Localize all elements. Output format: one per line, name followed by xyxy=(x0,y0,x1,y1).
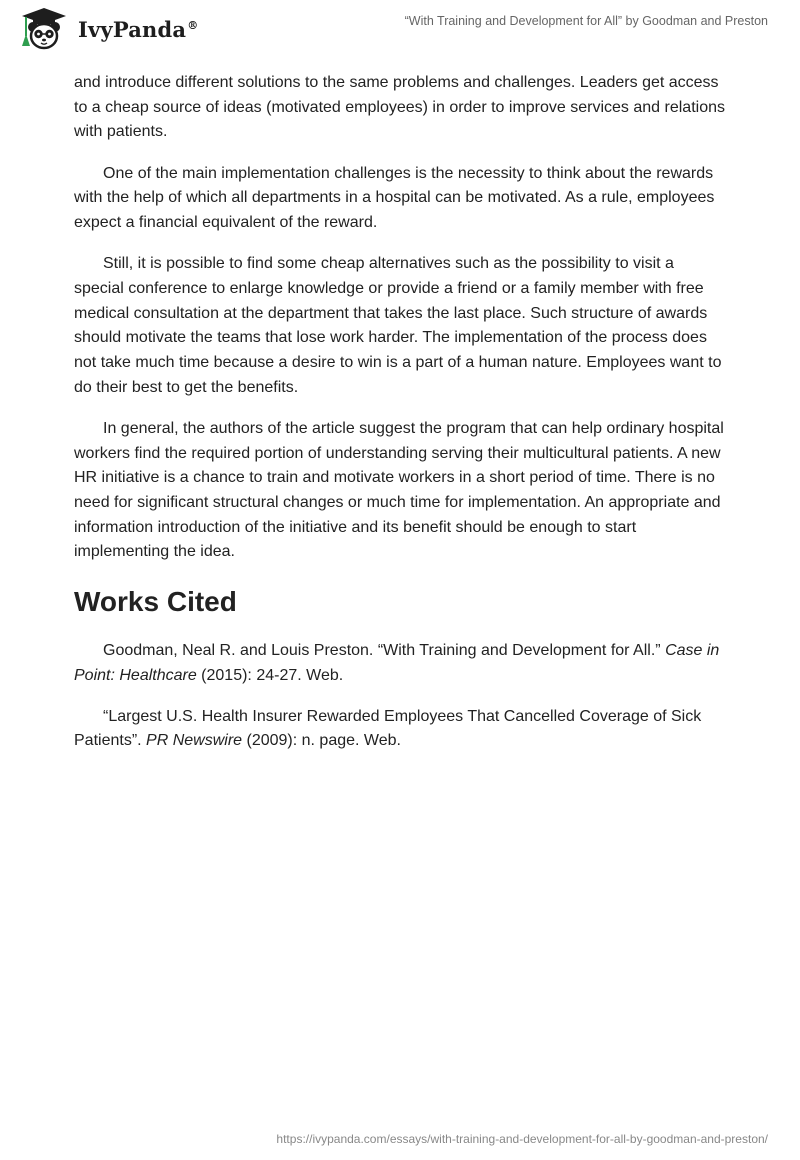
paragraph: One of the main implementation challenges is the necessity to think about the rewards with the help of which all departments in a hospital can be motivated. As a rule, employees expect a financial equivalent of the reward. xyxy=(74,164,715,232)
citation-entry: Goodman, Neal R. and Louis Preston. “With Training and Development for All.” Case in Point: Healthcare (2015): 24-27. Web. xyxy=(74,642,720,684)
paragraph-continuation: and introduce different solutions to the same problems and challenges. Leaders get access to a cheap source of ideas (motivated employees) in order to improve services and relations with patients. xyxy=(74,74,725,141)
page-header xyxy=(0,0,800,70)
essay-content xyxy=(74,71,726,770)
running-title: “With Training and Development for All” by Goodman and Preston xyxy=(404,14,768,28)
ivypanda-logo[interactable] xyxy=(14,6,198,50)
logo-wordmark: IvyPanda® xyxy=(78,16,199,42)
source-url[interactable]: https://ivypanda.com/essays/with-training-and-development-for-all-by-goodman-and-preston/ xyxy=(276,1132,768,1146)
paragraph: Still, it is possible to find some cheap alternatives such as the possibility to visit a special conference to enlarge knowledge or provide a friend or a family member with free medical consultation at the department that takes the last place. Such structure of awards should motivate the teams that lose work harder. The implementation of the process does not take much time because a desire to win is a part of a human nature. Employees want to do their best to get the benefits. xyxy=(74,255,722,396)
citation-entry: “Largest U.S. Health Insurer Rewarded Employees That Cancelled Coverage of Sick Patients”. PR Newswire (2009): n. page. Web. xyxy=(74,707,702,750)
works-cited-heading: Works Cited xyxy=(74,586,237,618)
panda-graduate-logo-icon xyxy=(14,6,74,50)
paragraph: In general, the authors of the article suggest the program that can help ordinary hospital workers find the required portion of understanding serving their multicultural patients. A new HR initiative is a chance to train and motivate workers in a short period of time. There is no need for significant structural changes or much time for implementation. An appropriate and information introduction of the initiative and its benefit should be enough to start implementing the idea. xyxy=(74,419,724,561)
